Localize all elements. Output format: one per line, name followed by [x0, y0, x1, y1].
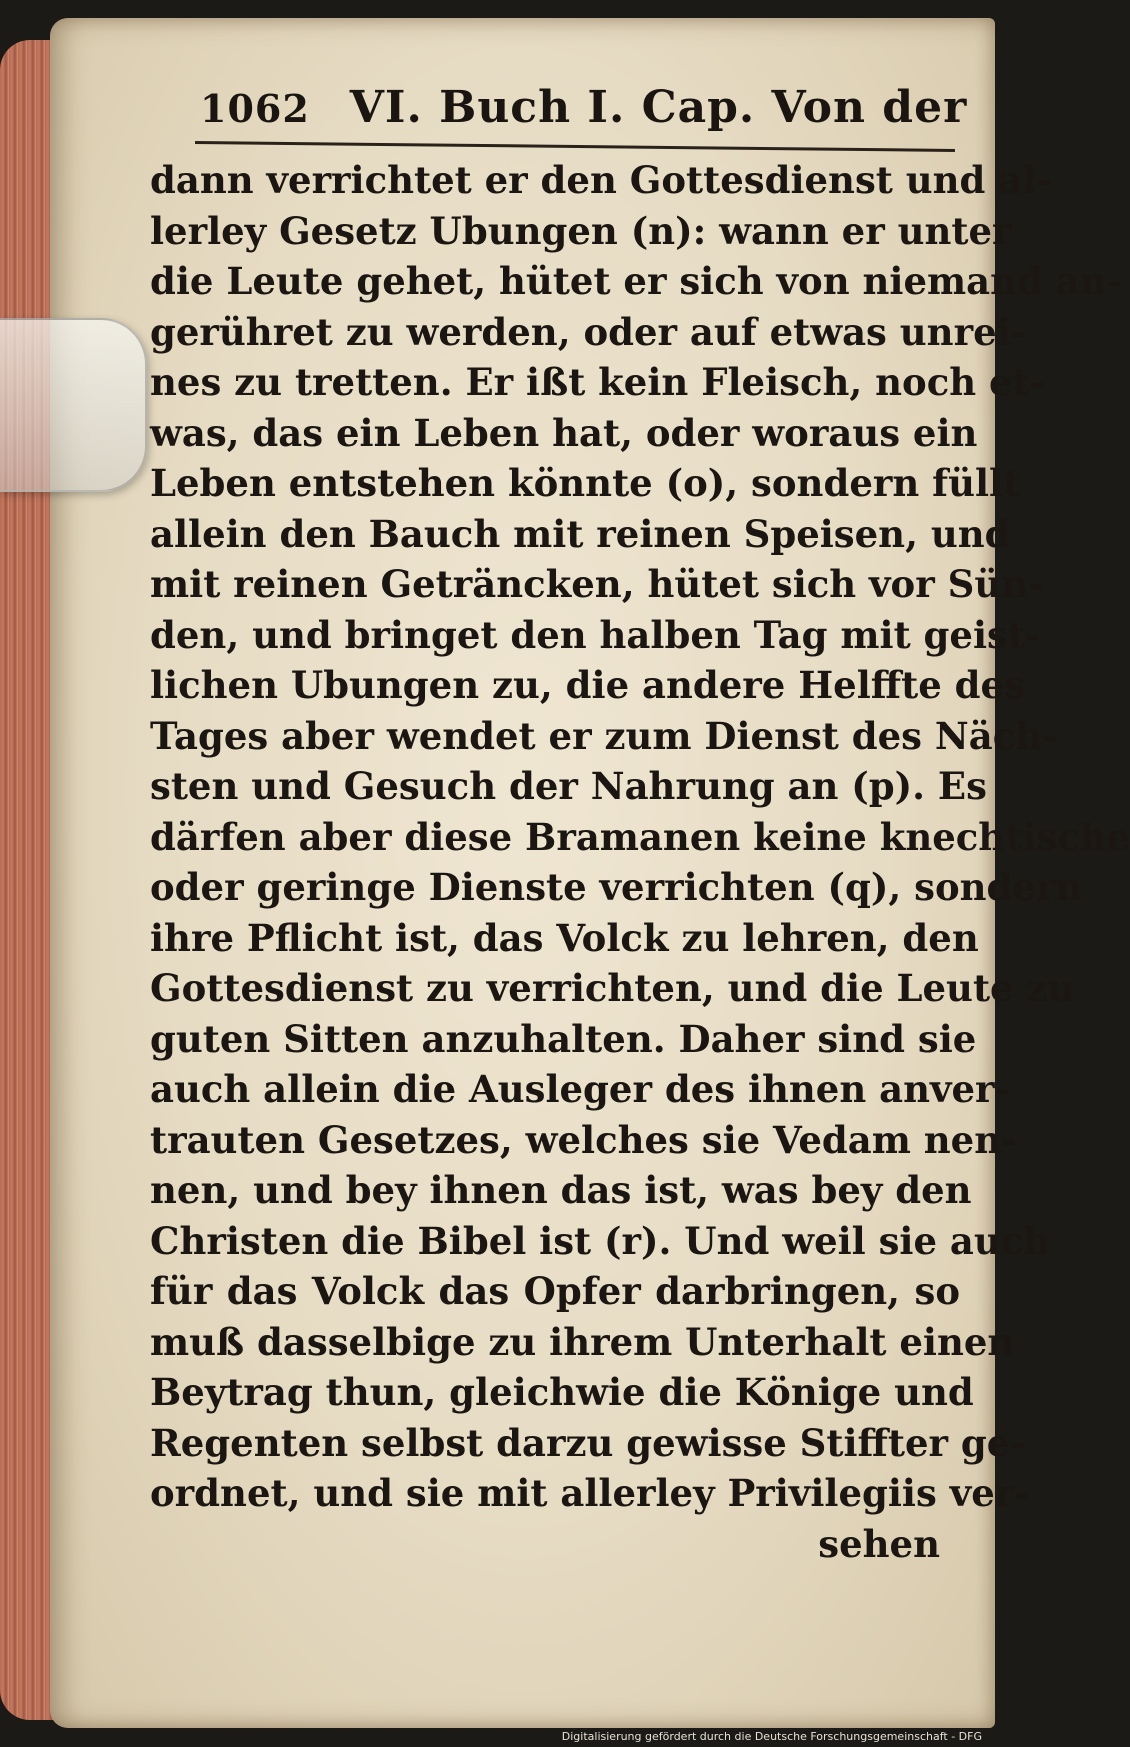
text-line: sehen	[818, 1521, 940, 1566]
text-line: die Leute gehet, hütet er sich von niemand an-	[150, 259, 1123, 303]
text-line: für das Volck das Opfer darbringen, so	[150, 1269, 960, 1313]
text-line: gerühret zu werden, oder auf etwas unrei-	[150, 309, 1027, 354]
text-line: auch allein die Ausleger des ihnen anver-	[150, 1067, 1010, 1111]
text-line: trauten Gesetzes, welches sie Vedam nen-	[150, 1117, 1017, 1162]
running-head: VI. Buch I. Cap. Von der	[349, 82, 968, 133]
text-line: lichen Ubungen zu, die andere Helffte des	[150, 663, 1025, 707]
text-line: mit reinen Geträncken, hütet sich vor Sün-	[150, 562, 1044, 606]
text-line: muß dasselbige zu ihrem Unterhalt einen	[150, 1319, 1015, 1364]
text-line: Beytrag thun, gleichwie die Könige und	[150, 1370, 974, 1414]
text-line: lerley Gesetz Ubungen (n): wann er unter	[150, 208, 1012, 253]
digitization-credit: Digitalisierung gefördert durch die Deutsche Forschungsgemeinschaft - DFG	[561, 1730, 982, 1743]
text-line: Christen die Bibel ist (r). Und weil sie auch	[150, 1218, 1051, 1263]
text-line: allein den Bauch mit reinen Speisen, und	[150, 511, 1011, 556]
text-line: därfen aber diese Bramanen keine knechtische	[150, 814, 1130, 859]
text-line: was, das ein Leben hat, oder woraus ein	[150, 410, 978, 455]
body-text	[150, 155, 1130, 1569]
text-line: sten und Gesuch der Nahrung an (p). Es	[150, 764, 987, 808]
text-line: ordnet, und sie mit allerley Privilegiis ver-	[150, 1471, 1030, 1515]
text-line: Gottesdienst zu verrichten, und die Leute zu	[150, 966, 1075, 1010]
text-line: dann verrichtet er den Gottesdienst und al-	[150, 158, 1052, 202]
bookmark-clip	[0, 318, 147, 492]
text-line: den, und bringet den halben Tag mit geist-	[150, 612, 1041, 657]
text-line: oder geringe Dienste verrichten (q), sondern	[150, 865, 1083, 909]
page-number: 1062	[200, 86, 310, 131]
text-line: nen, und bey ihnen das ist, was bey den	[150, 1168, 972, 1212]
text-line: Tages aber wendet er zum Dienst des Näch-	[150, 713, 1058, 758]
text-line: Leben entstehen könnte (o), sondern füllt	[150, 461, 1021, 505]
text-line: Regenten selbst darzu gewisse Stiffter ge-	[150, 1420, 1026, 1465]
text-line: guten Sitten anzuhalten. Daher sind sie	[150, 1016, 977, 1061]
text-line: ihre Pflicht ist, das Volck zu lehren, den	[150, 915, 979, 960]
text-line: nes zu tretten. Er ißt kein Fleisch, noch et-	[150, 360, 1046, 404]
page-header	[200, 82, 968, 142]
